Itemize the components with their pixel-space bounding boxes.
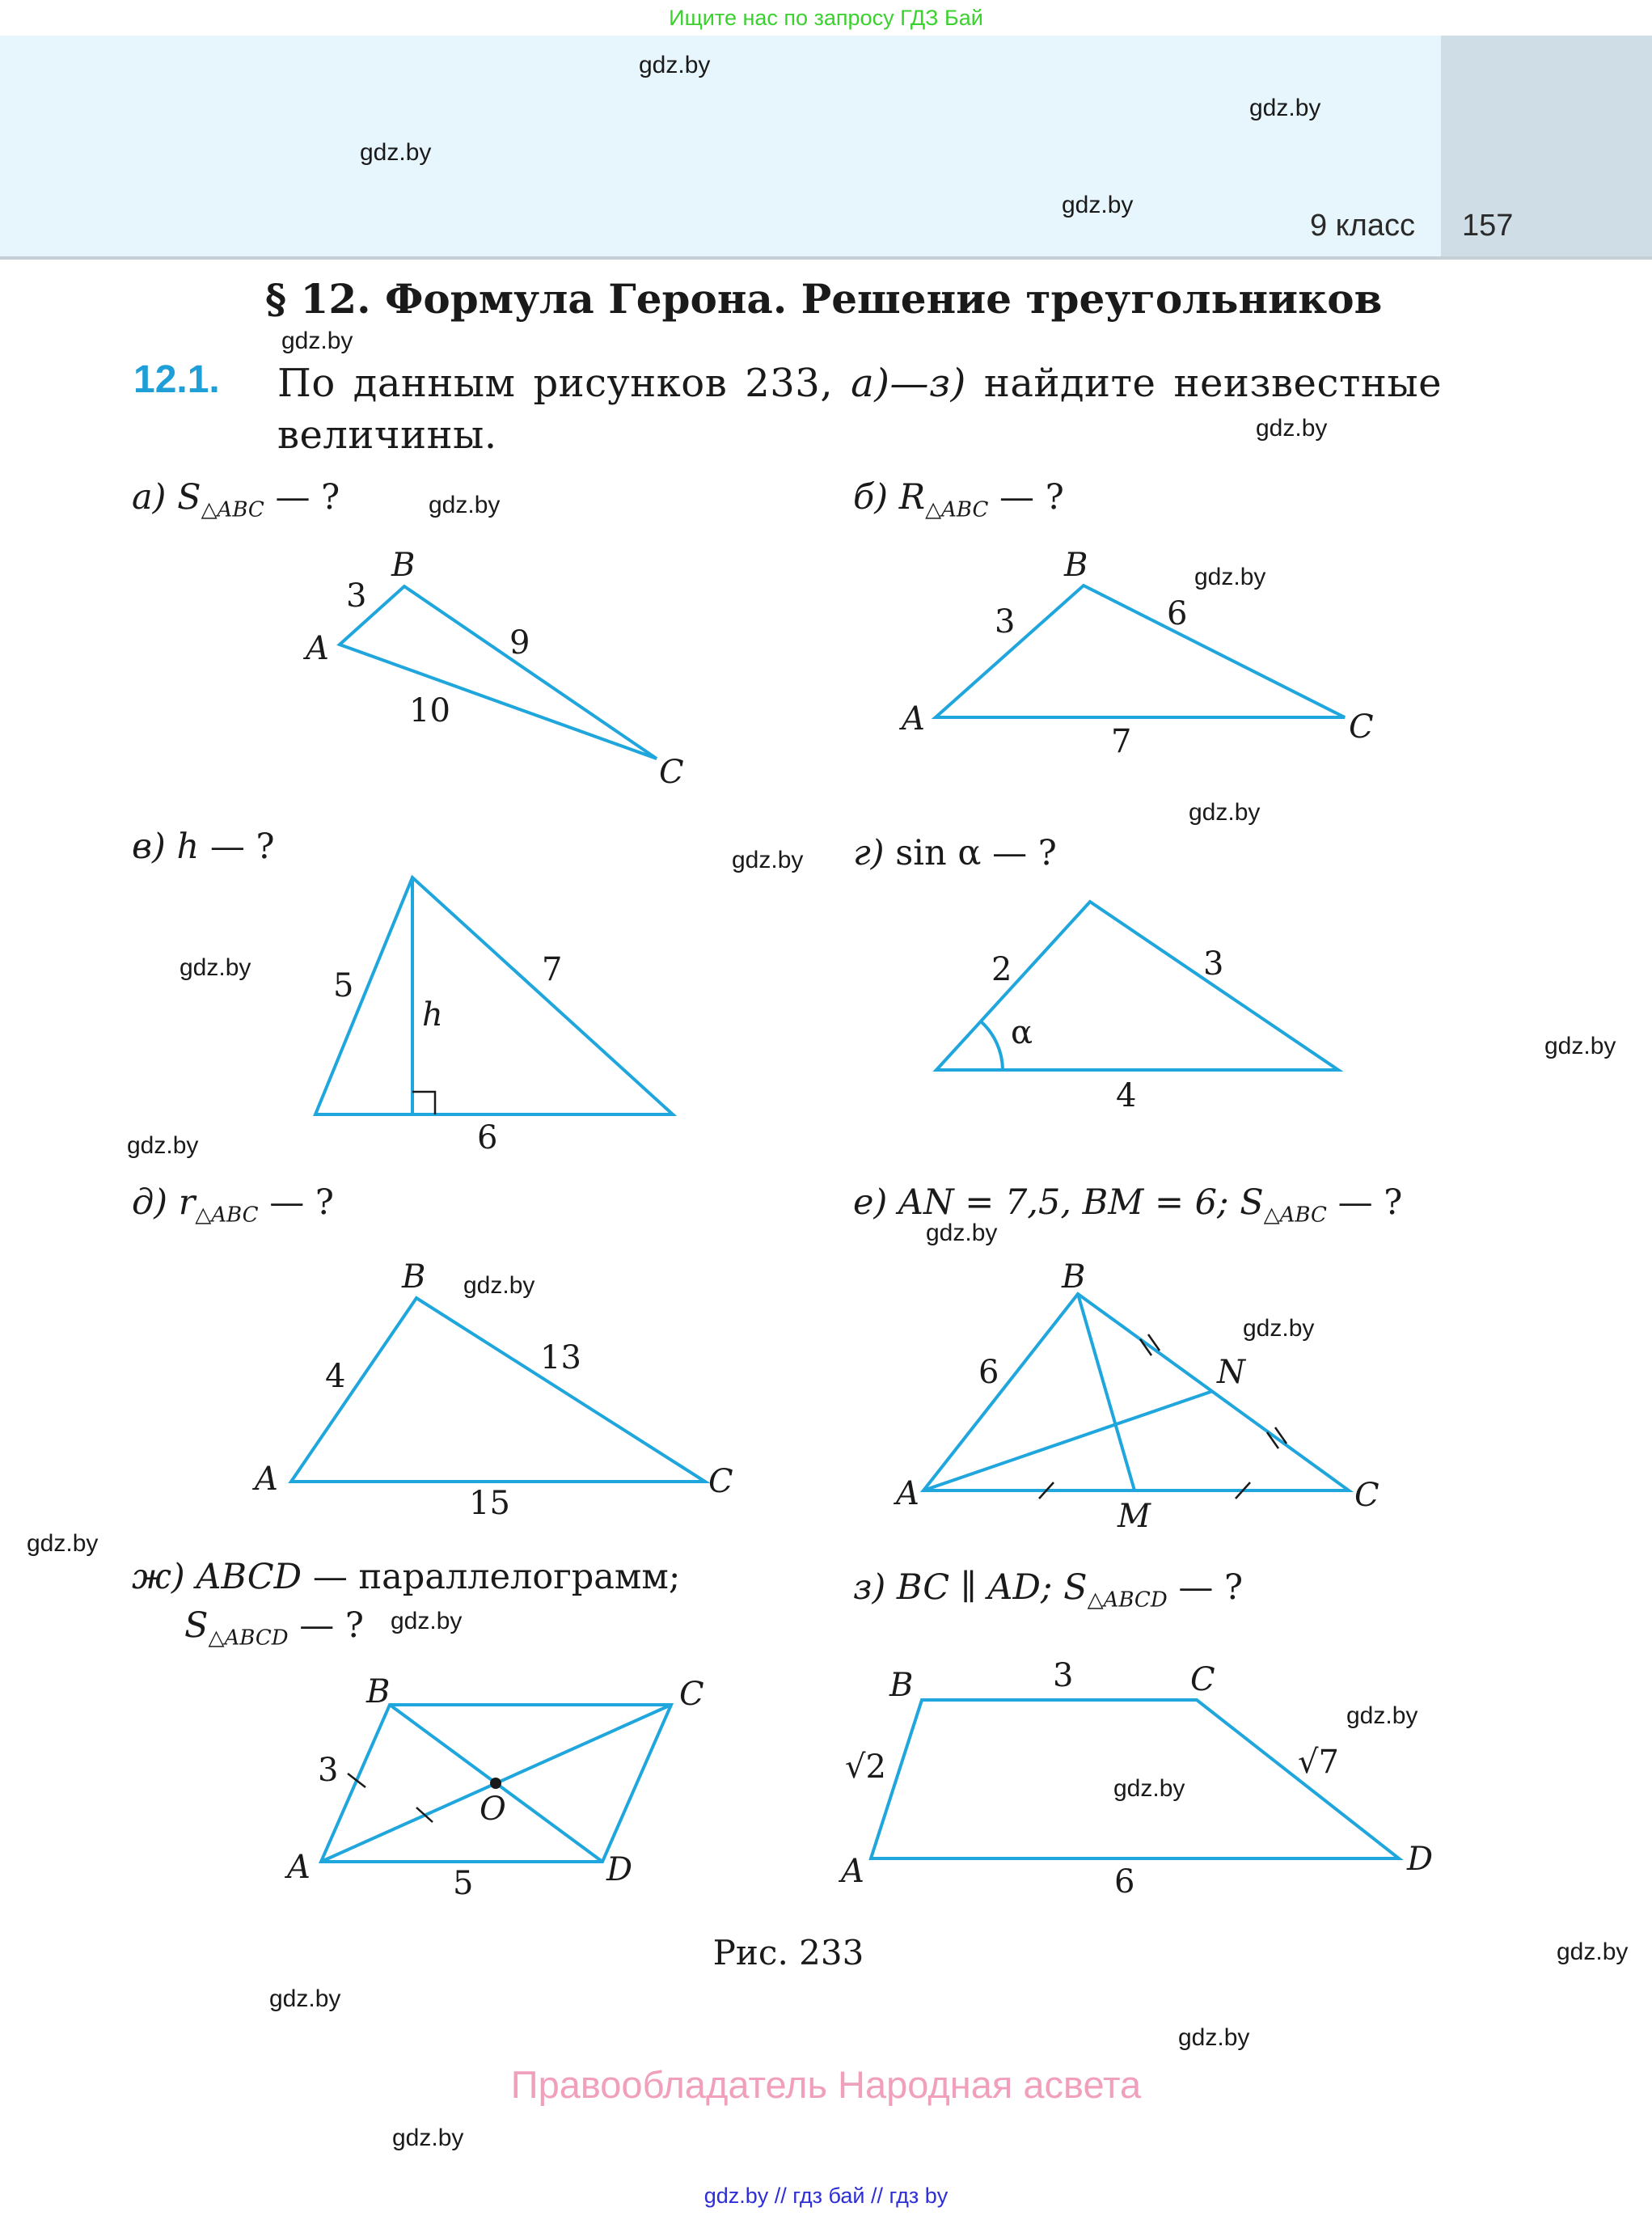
figure-z-vertex-A: A: [841, 1853, 864, 1890]
watermark-text: gdz.by: [180, 954, 251, 981]
watermark-text: gdz.by: [127, 1132, 199, 1159]
watermark-text: gdz.by: [926, 1220, 998, 1246]
figure-z-side-ad: 6: [1114, 1863, 1135, 1901]
figure-z-vertex-C: C: [1190, 1661, 1215, 1698]
watermark-text: gdz.by: [1243, 1315, 1315, 1342]
copyright-text: Правообладатель Народная асвета: [510, 2063, 1142, 2106]
watermark-text: gdz.by: [1113, 1775, 1185, 1802]
figure-b-side-bc: 6: [1167, 595, 1188, 632]
figure-d-vertex-C: C: [708, 1463, 733, 1500]
figure-g-side-left: 2: [991, 951, 1012, 988]
watermark-text: gdz.by: [1346, 1702, 1418, 1729]
figure-z-vertex-B: B: [889, 1667, 914, 1704]
figure-a-side-ac: 10: [409, 692, 450, 729]
footer-links[interactable]: gdz.by // гдз бай // гдз by: [703, 2184, 949, 2208]
figure-z-vertex-D: D: [1407, 1841, 1434, 1878]
watermark-text: gdz.by: [1544, 1033, 1616, 1059]
figure-g-triangle: [936, 902, 1338, 1114]
part-zh-label: ж) ABCD — параллелограмм;: [132, 1557, 681, 1597]
figure-b-side-ab: 3: [995, 603, 1016, 641]
figure-a-side-bc: 9: [509, 624, 530, 662]
figure-zh-vertex-D: D: [606, 1851, 633, 1888]
watermark-text: gdz.by: [27, 1530, 99, 1557]
figure-d-vertex-A: A: [255, 1461, 278, 1498]
section-title: § 12. Формула Герона. Решение треугольников: [265, 275, 1383, 323]
figure-v-triangle: [315, 877, 673, 1156]
figure-e-side-ab: 6: [978, 1354, 999, 1391]
watermark-text: gdz.by: [392, 2125, 464, 2151]
figure-a-side-ab: 3: [346, 577, 367, 615]
watermark-text: gdz.by: [1189, 799, 1261, 826]
figure-zh-parallelogram: [284, 1673, 704, 1902]
figure-d-vertex-B: B: [402, 1258, 426, 1296]
figure-g-side-right: 3: [1203, 945, 1224, 983]
figure-b-side-ac: 7: [1111, 723, 1132, 760]
watermark-text: gdz.by: [1249, 95, 1321, 121]
figure-e-vertex-C: C: [1354, 1477, 1379, 1514]
problem-text-end: найдите неизвестные величины.: [277, 361, 1442, 458]
part-g-label: г) sin α — ?: [853, 833, 1057, 873]
figure-caption: Рис. 233: [712, 1933, 864, 1972]
watermark-text: gdz.by: [269, 1985, 341, 2012]
watermark-text: gdz.by: [1256, 415, 1328, 442]
problem-text-range: а)—з): [851, 361, 966, 406]
watermark-text: gdz.by: [463, 1272, 535, 1299]
figure-d-side-ab: 4: [325, 1358, 346, 1395]
figure-v-height-label: h: [422, 996, 443, 1034]
figure-a-vertex-B: B: [391, 547, 416, 584]
figure-g-angle-alpha: α: [1011, 1014, 1033, 1051]
figure-b-triangle: [898, 547, 1374, 760]
figure-e-vertex-B: B: [1062, 1258, 1086, 1296]
figure-v-side-right: 7: [542, 951, 563, 988]
part-z-label: з) BC ∥ AD; $S_{\triangle ABCD}$ — ?: [853, 1567, 1244, 1613]
figure-d-side-ac: 15: [469, 1485, 510, 1522]
watermark-text: gdz.by: [281, 328, 353, 354]
figure-g-side-base: 4: [1116, 1077, 1137, 1114]
part-v-label: в) h — ?: [132, 827, 275, 867]
figure-z-side-cd: √7: [1298, 1744, 1339, 1781]
figure-e-point-M: M: [1118, 1498, 1151, 1535]
figure-e-point-N: N: [1217, 1354, 1245, 1391]
watermark-text: gdz.by: [1178, 2024, 1250, 2051]
figure-e-vertex-A: A: [896, 1475, 919, 1512]
part-d-label: д) $r_{\triangle ABC}$ — ?: [132, 1182, 334, 1228]
figure-a-triangle: [302, 547, 684, 791]
figure-b-vertex-B: B: [1064, 547, 1088, 584]
problem-number: 12.1.: [133, 358, 220, 401]
figure-zh-vertex-B: B: [366, 1673, 391, 1710]
page-number: 157: [1462, 209, 1514, 243]
figure-zh-vertex-A: A: [287, 1849, 311, 1886]
watermark-text: gdz.by: [391, 1608, 463, 1634]
watermark-text: gdz.by: [1194, 564, 1266, 590]
watermark-text: gdz.by: [639, 52, 711, 78]
part-zh-question: $S_{\triangle ABCD}$ — ?: [184, 1605, 364, 1651]
figure-d-side-bc: 13: [540, 1339, 581, 1376]
watermark-text: gdz.by: [360, 139, 432, 166]
figure-zh-side-ab: 3: [318, 1752, 339, 1789]
figure-e-triangle: [893, 1258, 1379, 1535]
watermark-text: gdz.by: [429, 492, 501, 518]
part-b-label: б) $R_{\triangle ABC}$ — ?: [853, 477, 1064, 522]
figure-z-side-bc: 3: [1053, 1657, 1074, 1694]
watermark-text: gdz.by: [1062, 192, 1134, 218]
watermark-text: gdz.by: [732, 847, 804, 873]
problem-text-start: По данным рисунков 233,: [277, 361, 851, 406]
figure-b-vertex-C: C: [1349, 708, 1374, 746]
figure-b-vertex-A: A: [902, 700, 925, 738]
watermark-text: gdz.by: [1557, 1939, 1629, 1965]
figure-a-vertex-C: C: [659, 754, 684, 791]
grade-label: 9 класс: [1309, 209, 1415, 243]
figure-zh-side-ad: 5: [453, 1865, 474, 1902]
figure-zh-vertex-C: C: [679, 1676, 704, 1713]
figure-v-side-base: 6: [477, 1119, 498, 1156]
figure-v-side-left: 5: [333, 967, 354, 1004]
part-e-label: е) AN = 7,5, BM = 6; $S_{\triangle ABC}$ — ?: [853, 1182, 1403, 1228]
top-ad-text[interactable]: Ищите нас по запросу ГДЗ Бай: [669, 6, 983, 30]
part-a-label: а) $S_{\triangle ABC}$ — ?: [132, 477, 340, 522]
figure-a-vertex-A: A: [306, 630, 329, 667]
figure-zh-point-O: O: [480, 1791, 506, 1828]
figure-z-side-ab: √2: [845, 1748, 886, 1786]
